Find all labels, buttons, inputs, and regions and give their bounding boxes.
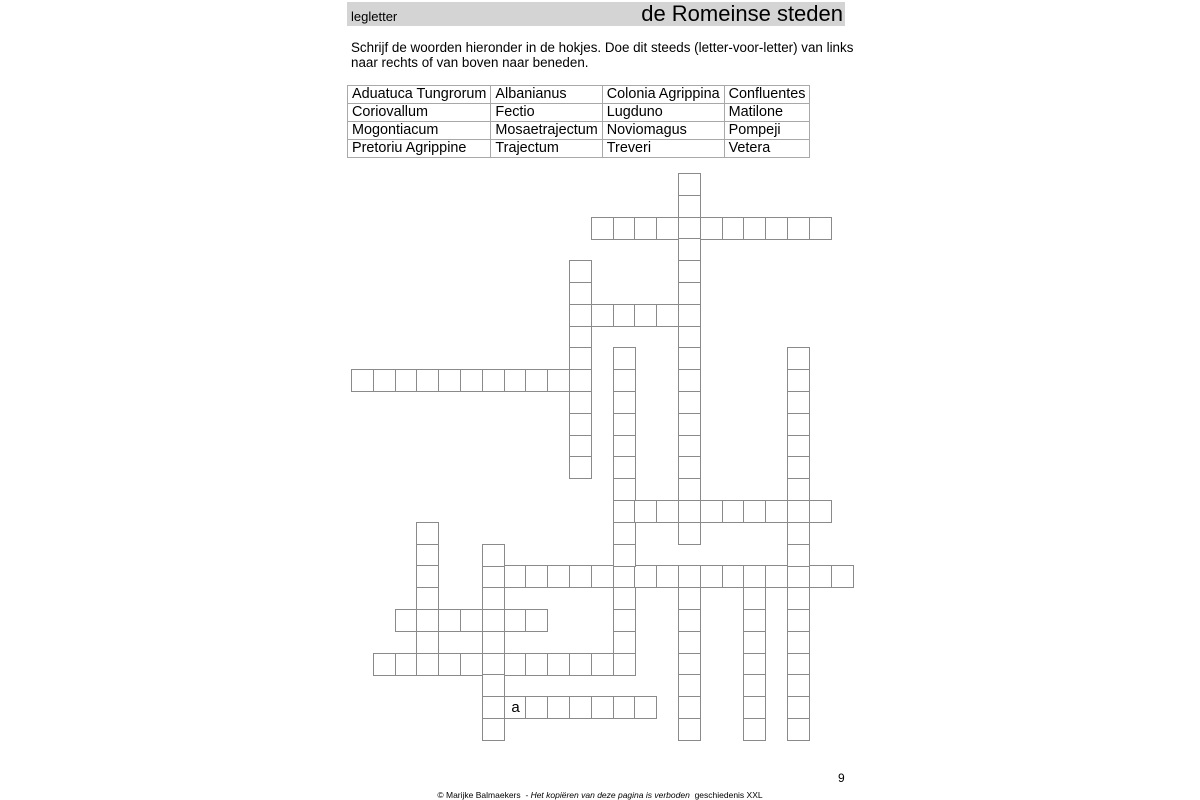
- crossword-cell[interactable]: [438, 369, 461, 392]
- crossword-cell[interactable]: [678, 413, 701, 436]
- crossword-cell[interactable]: [525, 609, 548, 632]
- word-cell: Mosaetrajectum: [491, 122, 602, 140]
- crossword-cell[interactable]: [569, 456, 592, 479]
- crossword-cell[interactable]: [722, 565, 745, 588]
- crossword-cell[interactable]: [591, 304, 614, 327]
- crossword-cell[interactable]: [743, 217, 766, 240]
- crossword-cell[interactable]: [569, 260, 592, 283]
- crossword-cell[interactable]: [678, 478, 701, 501]
- crossword-cell[interactable]: [591, 696, 614, 719]
- crossword-cell[interactable]: [765, 217, 788, 240]
- word-cell: Matilone: [724, 104, 810, 122]
- crossword-cell[interactable]: [787, 413, 810, 436]
- crossword-cell[interactable]: [678, 674, 701, 697]
- crossword-cell[interactable]: [416, 522, 439, 545]
- crossword-cell[interactable]: [416, 565, 439, 588]
- crossword-cell[interactable]: [678, 609, 701, 632]
- crossword-cell[interactable]: [569, 304, 592, 327]
- crossword-cell[interactable]: [787, 631, 810, 654]
- crossword-cell[interactable]: [482, 587, 505, 610]
- crossword-cell[interactable]: [482, 369, 505, 392]
- crossword-cell[interactable]: [547, 565, 570, 588]
- crossword-cell[interactable]: [678, 500, 701, 523]
- crossword-cell[interactable]: [787, 674, 810, 697]
- crossword-cell[interactable]: [787, 456, 810, 479]
- crossword-cell[interactable]: [809, 217, 832, 240]
- crossword-cell[interactable]: [787, 522, 810, 545]
- crossword-cell[interactable]: [743, 674, 766, 697]
- crossword-cell[interactable]: [743, 609, 766, 632]
- crossword-cell[interactable]: [722, 500, 745, 523]
- crossword-cell[interactable]: [504, 609, 527, 632]
- crossword-cell[interactable]: [525, 696, 548, 719]
- word-cell: Coriovallum: [348, 104, 491, 122]
- footer-note: - Het kopiëren van deze pagina is verboden: [525, 790, 690, 800]
- crossword-cell[interactable]: [613, 522, 636, 545]
- crossword-cell[interactable]: [613, 456, 636, 479]
- crossword-cell[interactable]: [395, 369, 418, 392]
- crossword-cell[interactable]: [634, 565, 657, 588]
- crossword-cell[interactable]: [482, 544, 505, 567]
- crossword-cell[interactable]: [678, 173, 701, 196]
- crossword-cell[interactable]: [416, 544, 439, 567]
- crossword-cell[interactable]: [656, 500, 679, 523]
- crossword-cell[interactable]: [569, 435, 592, 458]
- crossword-cell[interactable]: [613, 587, 636, 610]
- page-title: de Romeinse steden: [641, 1, 843, 26]
- crossword-cell[interactable]: [613, 304, 636, 327]
- crossword-cell[interactable]: a: [504, 696, 527, 719]
- crossword-cell[interactable]: [482, 653, 505, 676]
- crossword-cell[interactable]: [678, 631, 701, 654]
- crossword-cell[interactable]: [569, 326, 592, 349]
- crossword-cell[interactable]: [656, 565, 679, 588]
- crossword-cell[interactable]: [613, 565, 636, 588]
- crossword-cell[interactable]: [722, 217, 745, 240]
- crossword-cell[interactable]: [613, 631, 636, 654]
- crossword-cell[interactable]: [482, 674, 505, 697]
- crossword-cell[interactable]: [678, 391, 701, 414]
- crossword-cell[interactable]: [373, 369, 396, 392]
- crossword-cell[interactable]: [678, 587, 701, 610]
- crossword-cell[interactable]: [743, 587, 766, 610]
- crossword-cell[interactable]: [613, 369, 636, 392]
- word-cell: Fectio: [491, 104, 602, 122]
- crossword-cell[interactable]: [525, 565, 548, 588]
- crossword-cell[interactable]: [460, 369, 483, 392]
- crossword-cell[interactable]: [613, 391, 636, 414]
- crossword-cell[interactable]: [678, 718, 701, 741]
- crossword-cell[interactable]: [504, 565, 527, 588]
- crossword-cell[interactable]: [678, 369, 701, 392]
- crossword-cell[interactable]: [438, 653, 461, 676]
- crossword-cell[interactable]: [634, 500, 657, 523]
- crossword-cell[interactable]: [569, 653, 592, 676]
- word-cell: Albanianus: [491, 86, 602, 104]
- crossword-cell[interactable]: [743, 631, 766, 654]
- footer-copyright: © Marijke Balmaekers: [437, 790, 521, 800]
- crossword-cell[interactable]: [460, 609, 483, 632]
- header-label: legletter: [351, 9, 398, 24]
- crossword-cell[interactable]: [613, 347, 636, 370]
- crossword-cell[interactable]: [395, 653, 418, 676]
- footer-series: geschiedenis XXL: [694, 790, 763, 800]
- crossword-cell[interactable]: [547, 369, 570, 392]
- crossword-cell[interactable]: [634, 696, 657, 719]
- crossword-cell[interactable]: [613, 544, 636, 567]
- word-cell: Mogontiacum: [348, 122, 491, 140]
- word-cell: Confluentes: [724, 86, 810, 104]
- crossword-cell[interactable]: [700, 500, 723, 523]
- crossword-cell[interactable]: [787, 369, 810, 392]
- crossword-cell[interactable]: [416, 609, 439, 632]
- page-number: 9: [838, 771, 845, 785]
- crossword-cell[interactable]: [656, 304, 679, 327]
- crossword-cell[interactable]: [591, 653, 614, 676]
- word-cell: Vetera: [724, 140, 810, 158]
- crossword-cell[interactable]: [678, 456, 701, 479]
- crossword-cell[interactable]: [416, 369, 439, 392]
- crossword-cell[interactable]: [743, 653, 766, 676]
- word-cell: Pompeji: [724, 122, 810, 140]
- crossword-cell[interactable]: [547, 696, 570, 719]
- crossword-cell[interactable]: [482, 696, 505, 719]
- crossword-cell[interactable]: [765, 500, 788, 523]
- crossword-cell[interactable]: [678, 522, 701, 545]
- crossword-cell[interactable]: [678, 304, 701, 327]
- crossword-cell[interactable]: [787, 653, 810, 676]
- crossword-cell[interactable]: [787, 565, 810, 588]
- crossword-cell[interactable]: [656, 217, 679, 240]
- crossword-cell[interactable]: [373, 653, 396, 676]
- crossword-cell[interactable]: [504, 369, 527, 392]
- crossword-cell[interactable]: [678, 696, 701, 719]
- crossword-cell[interactable]: [678, 326, 701, 349]
- crossword-cell[interactable]: [787, 435, 810, 458]
- crossword-cell[interactable]: [569, 391, 592, 414]
- crossword-cell[interactable]: [831, 565, 854, 588]
- crossword-cell[interactable]: [787, 587, 810, 610]
- crossword-cell[interactable]: [416, 587, 439, 610]
- crossword-cell[interactable]: [787, 217, 810, 240]
- crossword-cell[interactable]: [678, 282, 701, 305]
- word-cell: Lugduno: [602, 104, 724, 122]
- crossword-cell[interactable]: [395, 609, 418, 632]
- crossword-cell[interactable]: [634, 217, 657, 240]
- crossword-cell[interactable]: [613, 609, 636, 632]
- crossword-cell[interactable]: [525, 369, 548, 392]
- crossword-cell[interactable]: [482, 609, 505, 632]
- crossword-cell[interactable]: [678, 217, 701, 240]
- crossword-cell[interactable]: [700, 565, 723, 588]
- crossword-cell[interactable]: [613, 435, 636, 458]
- crossword-cell[interactable]: [569, 413, 592, 436]
- crossword-cell[interactable]: [525, 653, 548, 676]
- crossword-cell[interactable]: [613, 413, 636, 436]
- crossword-cell[interactable]: [787, 347, 810, 370]
- crossword-cell[interactable]: [591, 565, 614, 588]
- crossword-cell[interactable]: [743, 718, 766, 741]
- crossword-cell[interactable]: [787, 391, 810, 414]
- crossword-cell[interactable]: [438, 609, 461, 632]
- crossword-cell[interactable]: [416, 631, 439, 654]
- word-cell: Noviomagus: [602, 122, 724, 140]
- crossword-cell[interactable]: [351, 369, 374, 392]
- word-cell: Aduatuca Tungrorum: [348, 86, 491, 104]
- crossword-cell[interactable]: [787, 544, 810, 567]
- crossword-cell[interactable]: [569, 282, 592, 305]
- crossword-cell[interactable]: [482, 631, 505, 654]
- crossword-cell[interactable]: [634, 304, 657, 327]
- crossword-cell[interactable]: [678, 238, 701, 261]
- instruction-text: Schrijf de woorden hieronder in de hokjes. Doe dit steeds (letter-voor-letter) van links naar rechts of van boven naar beneden.: [351, 40, 854, 70]
- crossword-cell[interactable]: [678, 565, 701, 588]
- crossword-cell[interactable]: [743, 565, 766, 588]
- crossword-cell[interactable]: [678, 653, 701, 676]
- crossword-cell[interactable]: [482, 718, 505, 741]
- crossword-cell[interactable]: [765, 565, 788, 588]
- word-cell: Trajectum: [491, 140, 602, 158]
- crossword-cell[interactable]: [787, 478, 810, 501]
- crossword-cell[interactable]: [504, 653, 527, 676]
- word-cell: Pretoriu Agrippine: [348, 140, 491, 158]
- crossword-cell[interactable]: [460, 653, 483, 676]
- crossword-cell[interactable]: [547, 653, 570, 676]
- crossword-cell[interactable]: [613, 653, 636, 676]
- word-cell: Colonia Agrippina: [602, 86, 724, 104]
- crossword-cell[interactable]: [482, 565, 505, 588]
- crossword-cell[interactable]: [569, 565, 592, 588]
- crossword-cell[interactable]: [613, 696, 636, 719]
- crossword-cell[interactable]: [678, 347, 701, 370]
- crossword-cell[interactable]: [678, 260, 701, 283]
- page-footer: [0, 790, 1200, 800]
- crossword-cell[interactable]: [809, 500, 832, 523]
- crossword-cell[interactable]: [569, 696, 592, 719]
- crossword-cell[interactable]: [787, 609, 810, 632]
- crossword-cell[interactable]: [678, 195, 701, 218]
- crossword-cell[interactable]: [613, 478, 636, 501]
- crossword-cell[interactable]: [678, 435, 701, 458]
- crossword-cell[interactable]: [569, 369, 592, 392]
- crossword-cell[interactable]: [569, 347, 592, 370]
- crossword-cell[interactable]: [613, 217, 636, 240]
- crossword-cell[interactable]: [416, 653, 439, 676]
- crossword-cell[interactable]: [613, 500, 636, 523]
- crossword-cell[interactable]: [743, 696, 766, 719]
- crossword-cell[interactable]: [591, 217, 614, 240]
- crossword-cell[interactable]: [700, 217, 723, 240]
- crossword-cell[interactable]: [787, 696, 810, 719]
- word-cell: Treveri: [602, 140, 724, 158]
- crossword-cell[interactable]: [743, 500, 766, 523]
- crossword-cell[interactable]: [809, 565, 832, 588]
- crossword-cell[interactable]: [787, 718, 810, 741]
- crossword-cell[interactable]: [787, 500, 810, 523]
